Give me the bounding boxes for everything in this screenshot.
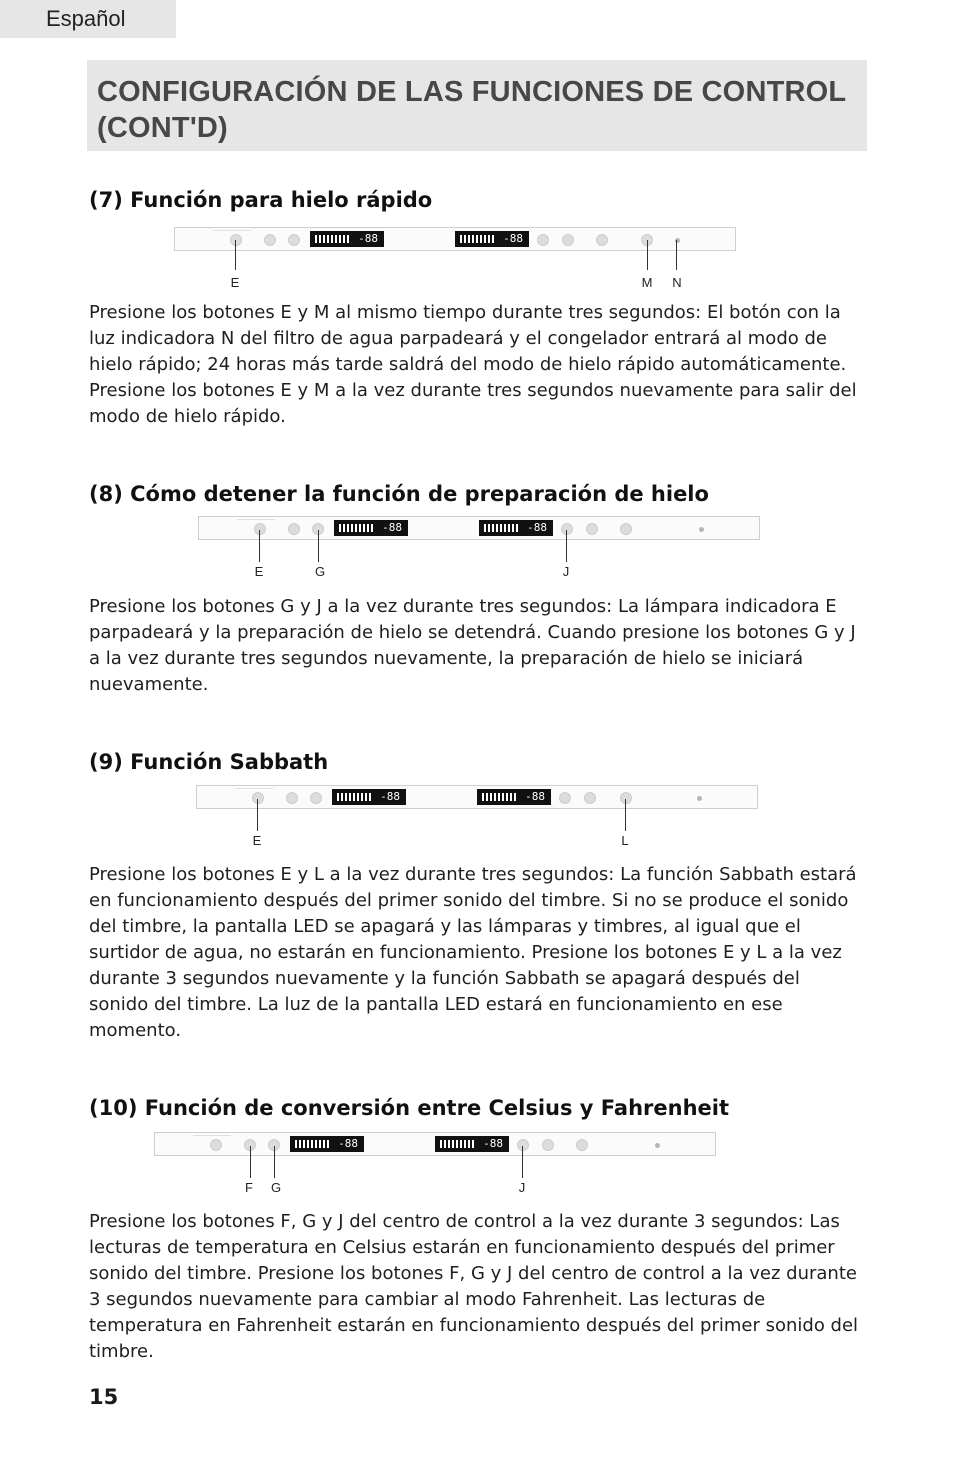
callout-label: E	[230, 275, 240, 290]
callout-label: N	[672, 275, 682, 290]
button-j	[561, 523, 573, 535]
page-title: CONFIGURACIÓN DE LAS FUNCIONES DE CONTROL (CONT'D)	[97, 76, 846, 144]
button-e	[254, 523, 266, 535]
section-10-heading: (10) Función de conversión entre Celsius y Fahrenheit	[89, 1096, 730, 1120]
page-number: 15	[89, 1385, 119, 1409]
callout-label: J	[518, 1180, 526, 1195]
section-9-heading: (9) Función Sabbath	[89, 750, 329, 774]
callout-label: F	[245, 1180, 253, 1195]
section-7-heading: (7) Función para hielo rápido	[89, 188, 433, 212]
freezer-display: -88	[455, 231, 529, 247]
title-banner	[87, 60, 867, 151]
control-panel-diagram	[174, 227, 736, 251]
panel-button	[542, 1139, 554, 1151]
fridge-display: -88	[334, 520, 408, 536]
button-l	[620, 792, 632, 804]
indicator-light	[697, 796, 702, 801]
panel-button	[584, 792, 596, 804]
panel-button	[288, 523, 300, 535]
callout-label: M	[641, 275, 653, 290]
freezer-display: -88	[435, 1136, 509, 1152]
panel-button	[310, 792, 322, 804]
panel-button	[537, 234, 549, 246]
indicator-light	[699, 527, 704, 532]
fridge-display: -88	[310, 231, 384, 247]
section-8-heading: (8) Cómo detener la función de preparación de hielo	[89, 482, 709, 506]
section-10-body: Presione los botones F, G y J del centro de control a la vez durante 3 segundos: Las lecturas de temperatura en Celsius estarán en funcionamiento después del primer sonido del timbre. Presione los botones F, G y J del centro de control a la vez durante 3 segundos nuevamente para cambiar al modo Fahrenheit. Las lecturas de temperatura en Fahrenheit estarán en funcionamiento después del primer sonido del timbre.	[89, 1211, 859, 1362]
panel-button	[286, 792, 298, 804]
section-9-body: Presione los botones E y L a la vez durante tres segundos: La función Sabbath estará en funcionamiento después del primer sonido del timbre. Si no se produce el sonido del timbre, la pantalla LED se apagará y las lámparas y timbres, al igual que el surtidor de agua, no estarán en funcionamiento. Presione los botones E y L a la vez durante 3 segundos nuevamente y la función Sabbath se apagará después del sonido del timbre. La luz de la pantalla LED estará en funcionamiento en ese momento.	[89, 864, 857, 1041]
panel-button	[586, 523, 598, 535]
callout-label: E	[252, 833, 262, 848]
callout-label: E	[254, 564, 264, 579]
indicator-light	[655, 1143, 660, 1148]
control-panel-diagram	[196, 785, 758, 809]
fridge-display: -88	[332, 789, 406, 805]
panel-button	[559, 792, 571, 804]
language-tab: Español	[0, 0, 176, 38]
callout-label: J	[562, 564, 570, 579]
control-panel-diagram	[198, 516, 760, 540]
freezer-display: -88	[477, 789, 551, 805]
button-e	[230, 234, 242, 246]
fridge-display: -88	[290, 1136, 364, 1152]
callout-label: G	[314, 564, 326, 579]
callout-label: L	[621, 833, 629, 848]
freezer-display: -88	[479, 520, 553, 536]
section-7-body: Presione los botones E y M al mismo tiempo durante tres segundos: El botón con la luz indicadora N del filtro de agua parpadeará y el congelador entrará al modo de hielo rápido; 24 horas más tarde saldrá del modo de hielo rápido automáticamente. Presione los botones E y M a la vez durante tres segundos nuevamente para salir del modo de hielo rápido.	[89, 302, 857, 427]
panel-button	[576, 1139, 588, 1151]
panel-button	[562, 234, 574, 246]
panel-button	[620, 523, 632, 535]
panel-button	[596, 234, 608, 246]
panel-button	[264, 234, 276, 246]
button-e	[252, 792, 264, 804]
callout-label: G	[270, 1180, 282, 1195]
panel-button	[210, 1139, 222, 1151]
control-panel-diagram	[154, 1132, 716, 1156]
section-8-body: Presione los botones G y J a la vez durante tres segundos: La lámpara indicadora E parpadeará y la preparación de hielo se detendrá. Cuando presione los botones G y J a la vez durante tres segundos nuevamente, la preparación de hielo se iniciará nuevamente.	[89, 596, 856, 695]
panel-button	[288, 234, 300, 246]
button-j	[517, 1139, 529, 1151]
